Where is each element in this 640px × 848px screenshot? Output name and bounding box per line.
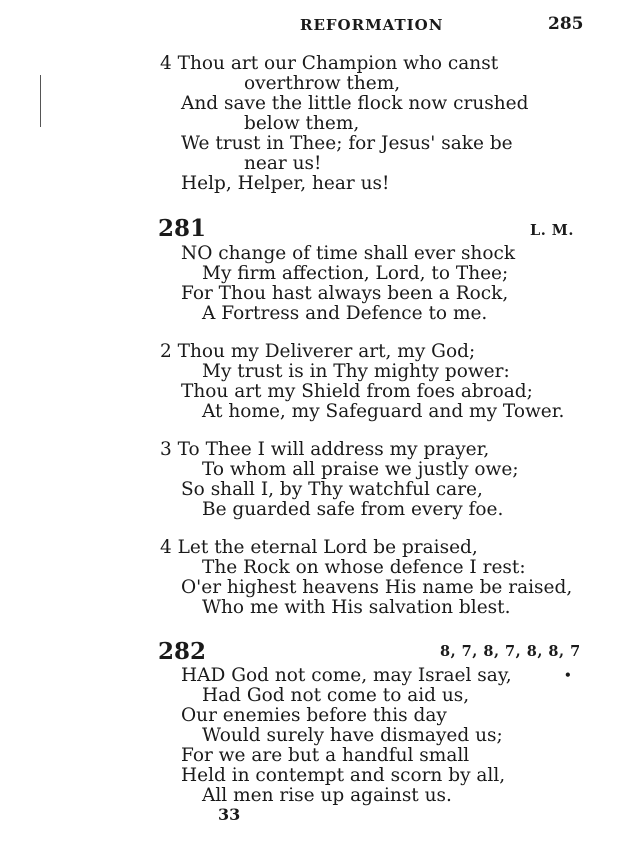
- verse-line: For we are but a handful small: [181, 745, 470, 766]
- hymn-number: 282: [158, 638, 207, 665]
- verse-line: near us!: [244, 153, 322, 174]
- hymn-meter: L. M.: [530, 222, 574, 239]
- verse-line: 3 To Thee I will address my prayer,: [160, 439, 490, 460]
- verse-line: Who me with His salvation blest.: [202, 597, 511, 618]
- verse-line: 4 Thou art our Champion who canst: [160, 53, 499, 74]
- verse-line: Held in contempt and scorn by all,: [181, 765, 506, 786]
- verse-line: The Rock on whose defence I rest:: [202, 557, 526, 578]
- signature-mark: 33: [218, 805, 241, 824]
- verse-line: A Fortress and Defence to me.: [202, 303, 488, 324]
- verse-line: All men rise up against us.: [202, 785, 452, 806]
- verse-line: Thou art my Shield from foes abroad;: [181, 381, 533, 402]
- verse-line: Help, Helper, hear us!: [181, 173, 390, 194]
- verse-line: My trust is in Thy mighty power:: [202, 361, 510, 382]
- verse-line: Would surely have dismayed us;: [202, 725, 503, 746]
- verse-line: 2 Thou my Deliverer art, my God;: [160, 341, 476, 362]
- page-number: 285: [548, 14, 584, 34]
- verse-line: Our enemies before this day: [181, 705, 447, 726]
- verse-line: And save the little flock now crushed: [181, 93, 529, 114]
- verse-line: For Thou hast always been a Rock,: [181, 283, 509, 304]
- verse-line: At home, my Safeguard and my Tower.: [202, 401, 565, 422]
- verse-line: NO change of time shall ever shock: [181, 243, 516, 264]
- verse-line: My firm affection, Lord, to Thee;: [202, 263, 509, 284]
- verse-line: To whom all praise we justly owe;: [202, 459, 519, 480]
- verse-line: So shall I, by Thy watchful care,: [181, 479, 483, 500]
- hymn-meter: 8, 7, 8, 7, 8, 8, 7: [440, 643, 581, 660]
- verse-line: Had God not come to aid us,: [202, 685, 470, 706]
- verse-line: overthrow them,: [244, 73, 401, 94]
- verse-line: below them,: [244, 113, 360, 134]
- verse-line: HAD God not come, may Israel say,: [181, 665, 512, 686]
- verse-line: We trust in Thee; for Jesus' sake be: [181, 133, 513, 154]
- running-header-title: REFORMATION: [300, 16, 444, 34]
- hymn-number: 281: [158, 215, 207, 242]
- verse-line: Be guarded safe from every foe.: [202, 499, 504, 520]
- verse-line: 4 Let the eternal Lord be praised,: [160, 537, 478, 558]
- verse-line: O'er highest heavens His name be raised,: [181, 577, 573, 598]
- ink-dot: •: [564, 668, 572, 682]
- margin-line: [40, 75, 41, 127]
